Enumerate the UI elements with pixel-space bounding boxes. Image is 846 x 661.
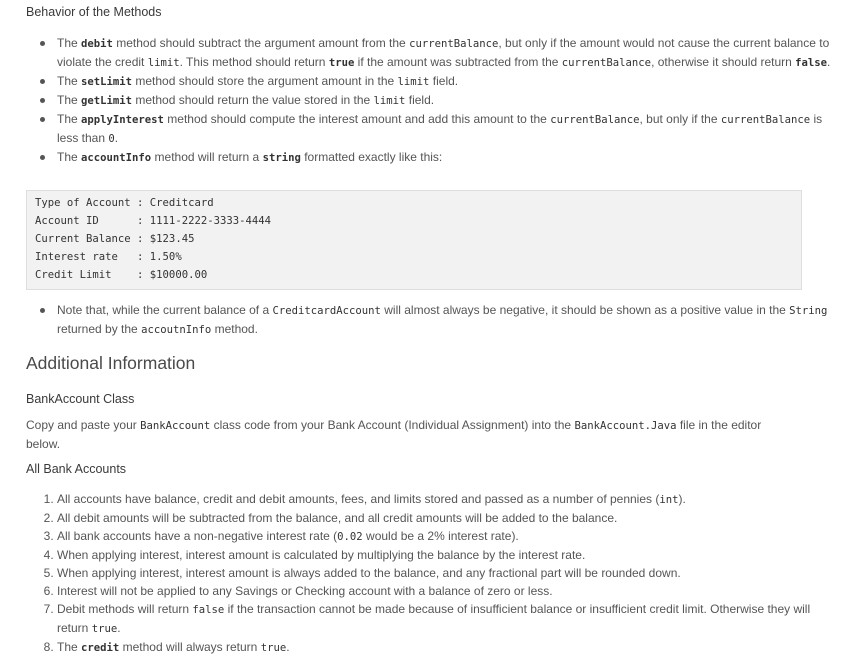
bankaccount-class-paragraph: Copy and paste your BankAccount class code from your Bank Account (Individual Assignment) into the BankAccount.Java file in the editor below. [26,418,762,451]
all-accounts-heading: All Bank Accounts [26,462,127,476]
list-item: 8. The credit method will always return true. [57,638,832,657]
inline-code: String [789,305,828,317]
inline-code: getLimit [81,95,133,107]
inline-code: false [795,57,828,69]
inline-code: 0 [108,133,115,145]
inline-code: BankAccount [140,420,211,432]
all-accounts-list [26,490,832,657]
inline-code: limit [373,95,406,107]
bankaccount-class-heading: BankAccount Class [26,392,135,406]
inline-code: currentBalance [561,57,652,69]
inline-code: accountInfo [81,152,152,164]
inline-code: true [328,57,355,69]
list-item: 1. All accounts have balance, credit and debit amounts, fees, and limits stored and passed as a number of pennies (int). [57,490,832,509]
inline-code: currentBalance [720,114,811,126]
list-item: The getLimit method should return the value stored in the limit field. [57,91,832,110]
inline-code: applyInterest [81,114,164,126]
inline-code: string [262,152,301,164]
list-item: The setLimit method should store the argument amount in the limit field. [57,72,832,91]
list-item: 5. When applying interest, interest amount is always added to the balance, and any fractional part will be rounded down. [57,564,832,582]
inline-code: BankAccount.Java [574,420,677,432]
inline-code: currentBalance [550,114,640,126]
behavior-list [26,34,832,167]
inline-code: int [659,494,679,506]
list-item: The accountInfo method will return a string formatted exactly like this: [57,148,832,167]
code-line: Current Balance : $123.45 [35,233,195,245]
inline-code: CreditcardAccount [272,305,381,317]
note-item: Note that, while the current balance of a CreditcardAccount will almost always be negative, it should be shown as a positive value in the String returned by the accoutnInfo method. [57,301,832,339]
list-item: 2. All debit amounts will be subtracted from the balance, and all credit amounts will be added to the balance. [57,509,832,527]
inline-code: accoutnInfo [141,324,212,336]
inline-code: 0.02 [337,531,363,543]
list-item: 6. Interest will not be applied to any Savings or Checking account with a balance of zero or less. [57,582,832,600]
inline-code: true [260,642,287,654]
list-item: 3. All bank accounts have a non-negative interest rate (0.02 would be a 2% interest rate). [57,527,832,546]
additional-info-heading: Additional Information [26,353,196,373]
inline-code: true [91,623,118,635]
behavior-heading: Behavior of the Methods [26,5,162,19]
inline-code: false [192,604,225,616]
code-line: Interest rate : 1.50% [35,251,182,263]
list-item: The applyInterest method should compute the interest amount and add this amount to the currentBalance, but only if the currentBalance is less than 0. [57,110,832,148]
code-line: Credit Limit : $10000.00 [35,269,208,281]
note-list [26,301,832,339]
code-line: Type of Account : Creditcard [35,197,214,209]
inline-code: limit [147,57,180,69]
list-item: The debit method should subtract the argument amount from the currentBalance, but only if the amount would not cause the current balance to violate the credit limit. This method should return true if the amount was subtracted from the currentBalance, otherwise it should return false. [57,34,832,72]
list-item: 7. Debit methods will return false if the transaction cannot be made because of insufficient balance or insufficient credit limit. Otherwise they will return true. [57,600,832,638]
inline-code: debit [81,38,113,50]
code-line: Account ID : 1111-2222-3333-4444 [35,215,271,227]
list-item: 4. When applying interest, interest amount is calculated by multiplying the balance by the interest rate. [57,546,832,564]
inline-code: limit [397,76,430,88]
inline-code: currentBalance [409,38,499,50]
inline-code: setLimit [81,76,133,88]
inline-code: credit [81,642,120,654]
account-info-example [26,190,802,290]
